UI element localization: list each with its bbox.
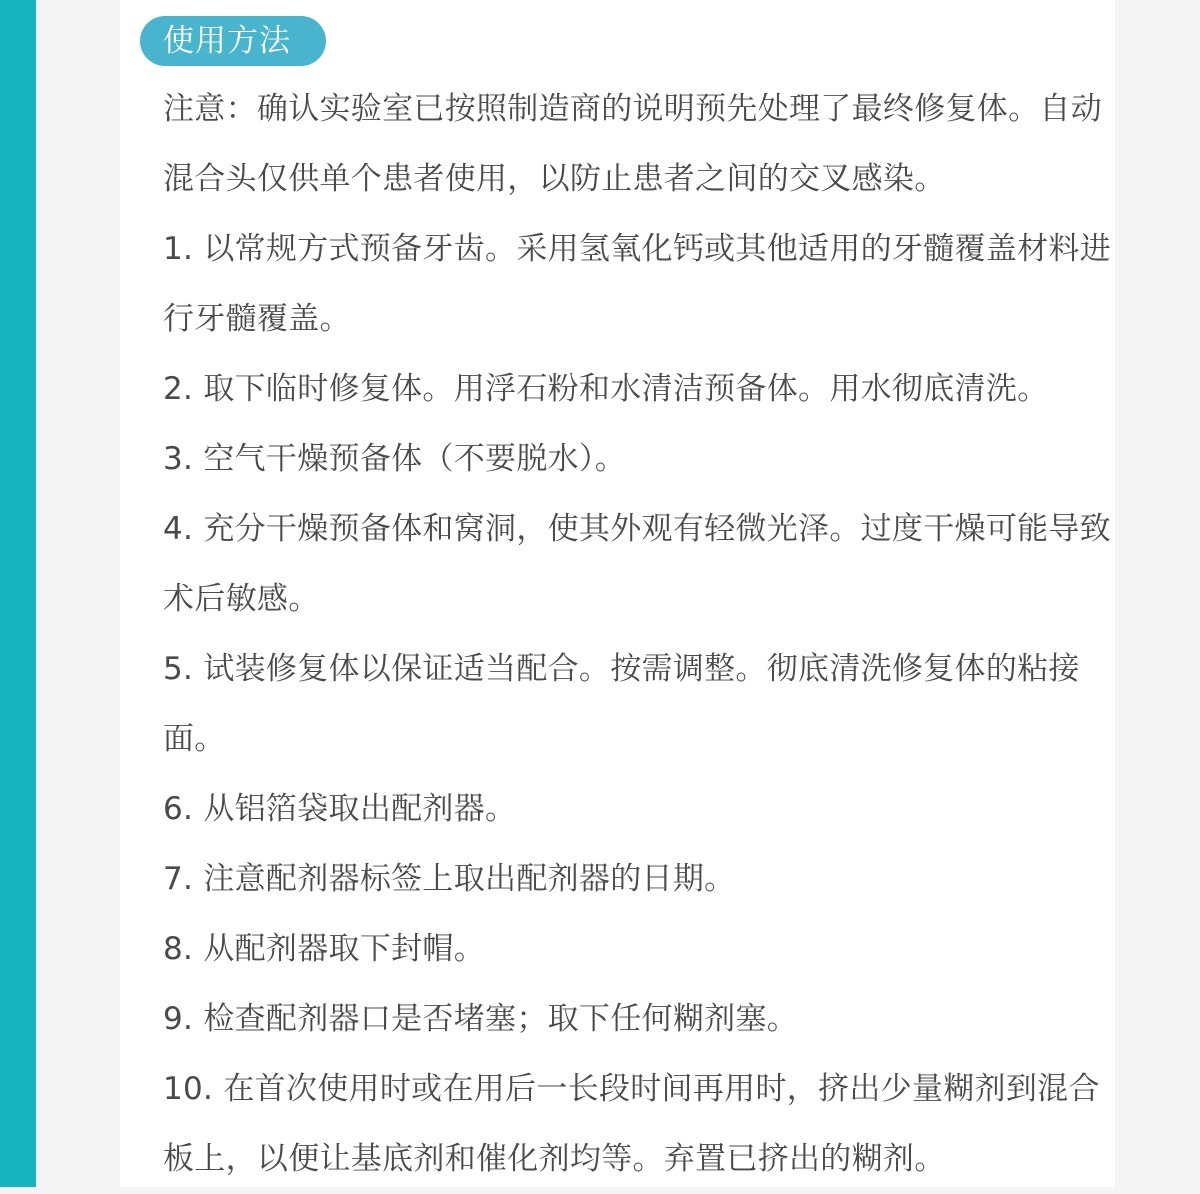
step-8: 8. 从配剂器取下封帽。 [163, 931, 486, 967]
step-9: 9. 检查配剂器口是否堵塞；取下任何糊剂塞。 [163, 1001, 799, 1037]
step-2: 2. 取下临时修复体。用浮石粉和水清洁预备体。用水彻底清洗。 [163, 371, 1049, 407]
step-7: 7. 注意配剂器标签上取出配剂器的日期。 [163, 861, 736, 897]
step-5: 5. 试装修复体以保证适当配合。按需调整。彻底清洗修复体的粘接面。 [163, 651, 1080, 757]
step-10: 10. 在首次使用时或在用后一长段时间再用时，挤出少量糊剂到混合板上，以便让基底剂和催化剂均等。弃置已挤出的糊剂。 [163, 1071, 1100, 1177]
step-6: 6. 从铝箔袋取出配剂器。 [163, 791, 517, 827]
step-4: 4. 充分干燥预备体和窝洞，使其外观有轻微光泽。过度干燥可能导致术后敏感。 [163, 511, 1112, 617]
step-3: 3. 空气干燥预备体（不要脱水）。 [163, 441, 627, 477]
left-accent-stripe [0, 0, 36, 1187]
instructions-body [163, 74, 1113, 1194]
step-1: 1. 以常规方式预备牙齿。采用氢氧化钙或其他适用的牙髓覆盖材料进行牙髓覆盖。 [163, 231, 1112, 337]
section-title-badge: 使用方法 [140, 16, 326, 66]
note-paragraph: 注意：确认实验室已按照制造商的说明预先处理了最终修复体。自动混合头仅供单个患者使用，以防止患者之间的交叉感染。 [163, 91, 1102, 197]
